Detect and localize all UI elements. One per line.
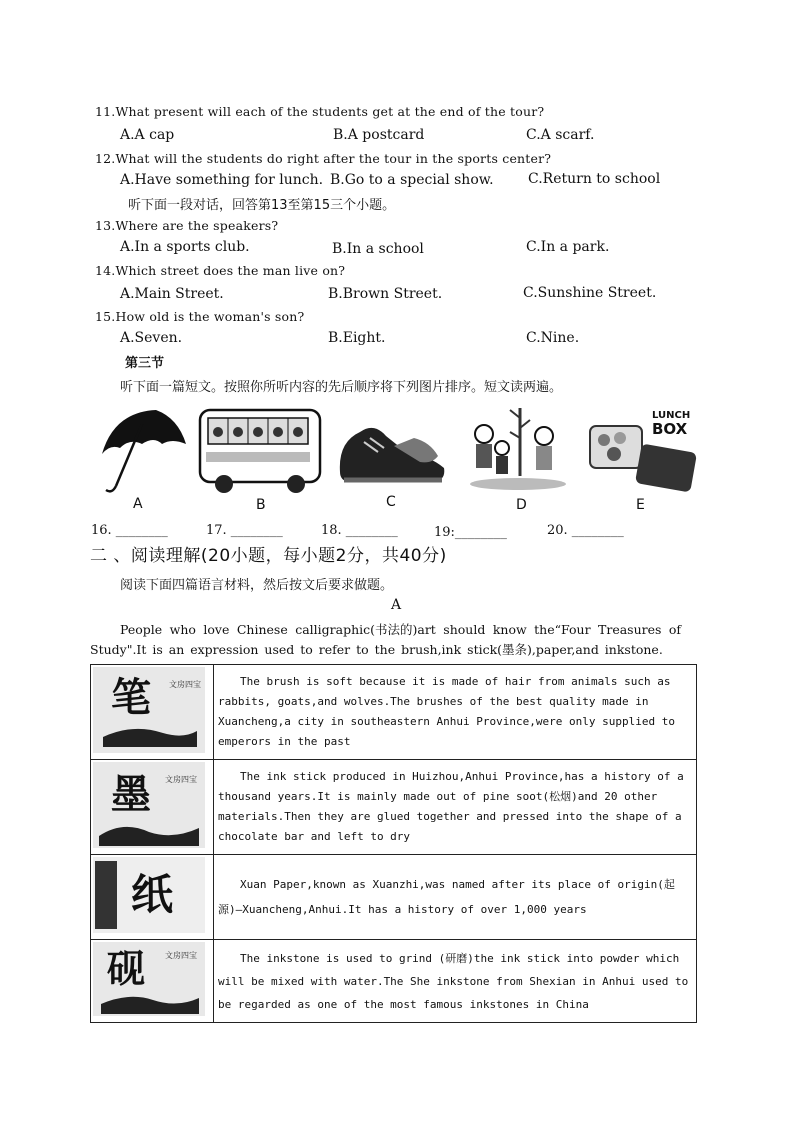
passage-intro-line1: People who love Chinese calligraphic(书法的)art should know the“Four Treasures of — [120, 622, 682, 637]
brush-description: The brush is soft because it is made of hair from animals such as rabbits, goats,and wolves.The brushes of the best quality made in Xuancheng,a city in southeastern Anhui Province,were only supplied to emperors in the past — [214, 665, 697, 760]
picture-label-e: E — [636, 497, 645, 513]
q14-option-a: A.Main Street. — [120, 286, 224, 302]
answer-blank-20: 20. ________ — [547, 523, 624, 538]
instruction-13-15: 听下面一段对话，回答第13至第15三个小题。 — [128, 198, 396, 213]
picture-label-d: D — [516, 497, 527, 513]
question-13: 13.Where are the speakers? — [95, 218, 279, 233]
brush-glyph: 笔 — [111, 674, 151, 721]
picture-label-c: C — [386, 494, 396, 510]
q14-option-c: C.Sunshine Street. — [523, 285, 657, 301]
reading-section-title: 二 、阅读理解(20小题，每小题2分，共40分) — [90, 546, 447, 566]
inkstone-stamp-text: 文房四宝 — [165, 951, 197, 960]
passage-intro-line2: Study".It is an expression used to refer to the brush,ink stick(墨条),paper,and inkstone. — [90, 642, 663, 657]
brush-stamp-text: 文房四宝 — [169, 680, 201, 689]
ink-stick-glyph: 墨 — [111, 771, 151, 818]
q11-option-c: C.A scarf. — [526, 127, 595, 143]
brush-image-cell — [91, 665, 214, 760]
q12-option-a: A.Have something for lunch. — [120, 172, 324, 188]
q15-option-c: C.Nine. — [526, 330, 580, 346]
brush-calligraphy-icon — [93, 667, 205, 753]
answer-blank-16: 16. ________ — [91, 523, 168, 538]
bus-icon — [196, 404, 326, 496]
ink-stick-calligraphy-icon — [93, 762, 205, 848]
sneaker-icon — [334, 412, 450, 490]
umbrella-icon — [96, 404, 188, 496]
paper-glyph: 纸 — [131, 870, 174, 919]
paper-image-cell — [91, 855, 214, 940]
inkstone-calligraphy-icon — [93, 942, 205, 1016]
inkstone-glyph: 砚 — [107, 946, 146, 991]
q13-option-a: A.In a sports club. — [120, 239, 250, 255]
question-15: 15.How old is the woman's son? — [95, 309, 305, 324]
question-11: 11.What present will each of the students get at the end of the tour? — [95, 104, 545, 119]
ink-stick-image-cell — [91, 760, 214, 855]
picture-label-b: B — [256, 497, 266, 513]
section-3-instruction: 听下面一篇短文。按照你所听内容的先后顺序将下列图片排序。短文读两遍。 — [120, 380, 563, 395]
four-treasures-table — [90, 664, 697, 1023]
section-3-title: 第三节 — [125, 356, 165, 371]
q13-option-c: C.In a park. — [526, 239, 610, 255]
passage-label: A — [391, 597, 402, 613]
q15-option-a: A.Seven. — [120, 330, 183, 346]
question-14: 14.Which street does the man live on? — [95, 263, 346, 278]
q14-option-b: B.Brown Street. — [328, 286, 443, 302]
inkstone-image-cell — [91, 940, 214, 1023]
table-row — [91, 940, 697, 1023]
ink-stick-stamp-text: 文房四宝 — [165, 775, 197, 784]
lunch-box-caption-line1: LUNCH — [652, 410, 691, 421]
q11-option-a: A.A cap — [120, 127, 175, 143]
paper-description: Xuan Paper,known as Xuanzhi,was named after its place of origin(起源)—Xuancheng,Anhui.It has a history of over 1,000 years — [214, 855, 697, 940]
q15-option-b: B.Eight. — [328, 330, 386, 346]
question-12: 12.What will the students do right after the tour in the sports center? — [95, 151, 552, 166]
lunch-box-caption-line2: BOX — [652, 420, 688, 438]
children-planting-tree-icon — [464, 404, 572, 496]
table-row — [91, 760, 697, 855]
inkstone-description: The inkstone is used to grind (研磨)the ink stick into powder which will be mixed with water.The She inkstone from Shexian in Anhui used to be regarded as one of the most famous inkstones in China — [214, 940, 697, 1023]
picture-label-a: A — [133, 496, 143, 512]
ink-stick-description: The ink stick produced in Huizhou,Anhui Province,has a history of a thousand years.It is mainly made out of pine soot(松烟)and 20 other materials.Then they are glued together and pressed into the shape of a chocolate bar and left to dry — [214, 760, 697, 855]
answer-blank-17: 17. ________ — [206, 523, 283, 538]
q13-option-b: B.In a school — [332, 241, 424, 257]
table-row — [91, 665, 697, 760]
lunch-box-icon — [586, 404, 702, 496]
q11-option-b: B.A postcard — [333, 127, 425, 143]
table-row — [91, 855, 697, 940]
answer-blank-19: 19:________ — [434, 525, 507, 540]
answer-blank-18: 18. ________ — [321, 523, 398, 538]
reading-instruction: 阅读下面四篇语言材料，然后按文后要求做题。 — [120, 578, 394, 593]
q12-option-b: B.Go to a special show. — [330, 172, 494, 188]
q12-option-c: C.Return to school — [528, 171, 661, 187]
paper-calligraphy-icon — [93, 857, 205, 933]
